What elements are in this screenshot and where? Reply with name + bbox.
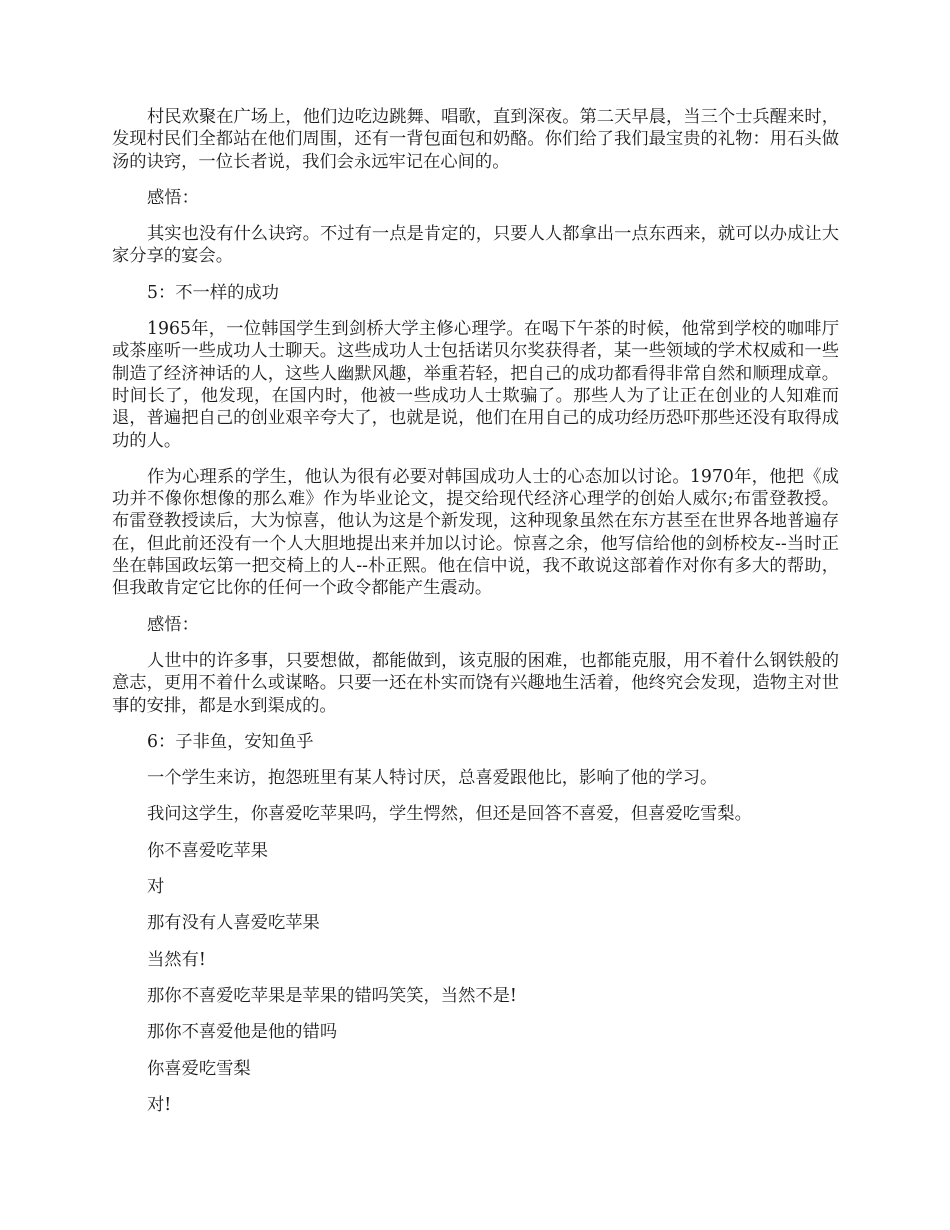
dialog-line: 对! [147,1094,172,1115]
dialog-line: 你喜爱吃雪梨 [147,1058,251,1079]
paragraph-student-visit: 一个学生来访，抱怨班里有某人特讨厌，总喜爱跟他比，影响了他的学习。 [147,768,718,789]
dialog-line: 你不喜爱吃苹果 [147,840,268,861]
dialog-line: 那有没有人喜爱吃苹果 [147,913,320,934]
paragraph-apple-question: 我问这学生，你喜爱吃苹果吗，学生愕然，但还是回答不喜爱，但喜爱吃雪梨。 [147,804,752,825]
section-heading-6: 6：子非鱼，安知鱼乎 [147,731,314,752]
section-heading-5: 5：不一样的成功 [147,282,279,303]
paragraph-insight-sharing: 其实也没有什么诀窍。不过有一点是肯定的，只要人人都拿出一点东西来，就可以办成让大家分享的宴会。 [112,224,839,267]
document-body [112,106,839,1130]
paragraph-korean-student: 1965年，一位韩国学生到剑桥大学主修心理学。在喝下午茶的时候，他常到学校的咖啡厅或茶座听一些成功人士聊天。这些成功人士包括诺贝尔奖获得者，某一些领域的学术权威和一些制造了经济神话的人，这些人幽默风趣，举重若轻，把自己的成功都看得非常自然和顺理成章。时间长了，他发现，在国内时，他被一些成功人士欺骗了。那些人为了让正在创业的人知难而退，普遍把自己的创业艰辛夸大了，也就是说，他们在用自己的成功经历恐吓那些还没有取得成功的人。 [112,319,839,451]
dialog-line: 那你不喜爱吃苹果是苹果的错吗笑笑，当然不是! [147,985,517,1006]
dialog-line: 对 [147,877,165,898]
paragraph-thesis: 作为心理系的学生，他认为很有必要对韩国成功人士的心态加以讨论。1970年，他把《成功并不像你想像的那么难》作为毕业论文，提交给现代经济心理学的创始人威尔;布雷登教授。布雷登教授读后，大为惊喜，他认为这是个新发现，这种现象虽然在东方甚至在世界各地普遍存在，但此前还没有一个人大胆地提出来并加以讨论。惊喜之余，他写信给他的剑桥校友--当时正坐在韩国政坛第一把交椅上的人--朴正熙。他在信中说，我不敢说这部着作对你有多大的帮助，但我敢肯定它比你的任何一个政令都能产生震动。 [112,466,839,599]
dialog-line: 那你不喜爱他是他的错吗 [147,1022,338,1043]
paragraph-insight-label: 感悟： [147,614,199,635]
dialog-line: 当然有! [147,949,206,970]
paragraph-insight-success: 人世中的许多事，只要想做，都能做到，该克服的困难，也都能克服，用不着什么钢铁般的意志，更用不着什么或谋略。只要一还在朴实而饶有兴趣地生活着，他终究会发现，造物主对世事的安排，都是水到渠成的。 [112,650,839,716]
paragraph-villagers-feast: 村民欢聚在广场上，他们边吃边跳舞、唱歌，直到深夜。第二天早晨，当三个士兵醒来时，发现村民们全都站在他们周围，还有一背包面包和奶酪。你们给了我们最宝贵的礼物：用石头做汤的诀窍，一位长者说，我们会永远牢记在心间的。 [112,107,839,172]
paragraph-insight-label: 感悟： [147,187,199,208]
